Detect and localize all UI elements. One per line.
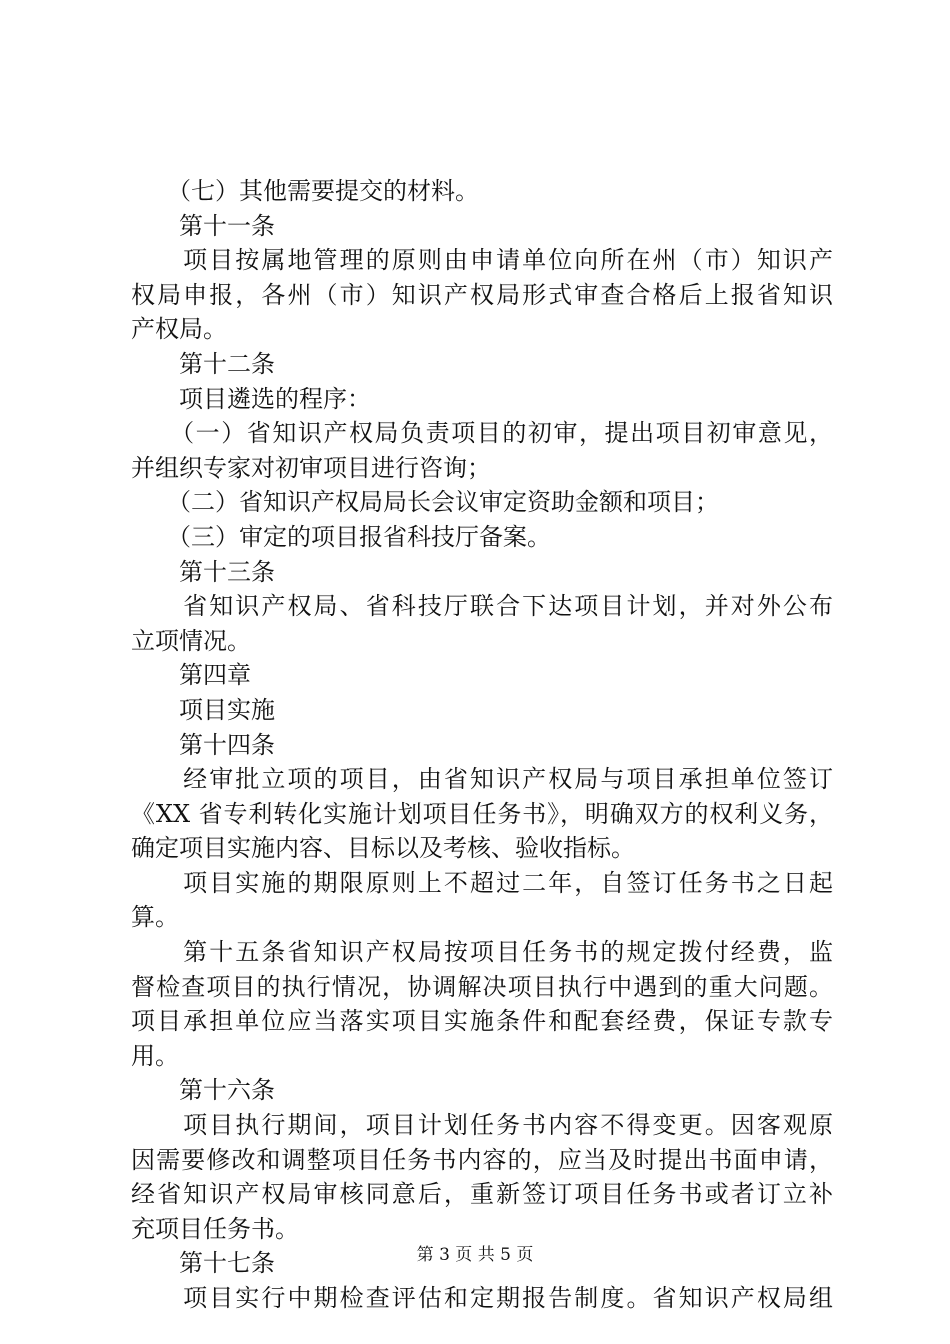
article-heading: 第十一条	[131, 211, 275, 240]
chapter-heading: 第四章	[131, 661, 251, 690]
article-heading: 第十七条	[131, 1249, 275, 1278]
text-line: 算。	[131, 903, 179, 932]
article-heading: 第十四条	[131, 730, 275, 759]
text-line: 经省知识产权局审核同意后，重新签订项目任务书或者订立补	[131, 1180, 833, 1209]
text-line: 项目按属地管理的原则由申请单位向所在州（市）知识产	[131, 246, 833, 275]
page-number-footer: 第 3 页 共 5 页	[416, 1245, 534, 1265]
text-line: 省知识产权局、省科技厅联合下达项目计划，并对外公布	[131, 592, 833, 621]
text-line: （七）其他需要提交的材料。	[131, 177, 479, 205]
text-line: 用。	[131, 1041, 179, 1070]
text-line: 项目实施的期限原则上不超过二年，自签订任务书之日起	[131, 868, 833, 897]
text-line: 产权局。	[131, 315, 227, 344]
text-line: 因需要修改和调整项目任务书内容的，应当及时提出书面申请，	[131, 1145, 833, 1174]
text-line: （三）审定的项目报省科技厅备案。	[131, 522, 551, 551]
text-line: 经审批立项的项目，由省知识产权局与项目承担单位签订	[131, 765, 833, 794]
document-body	[131, 174, 833, 1316]
text-line: （二）省知识产权局局长会议审定资助金额和项目；	[131, 488, 719, 517]
text-line: 《XX 省专利转化实施计划项目任务书》，明确双方的权利义务，	[131, 799, 833, 828]
text-line: 项目承担单位应当落实项目实施条件和配套经费，保证专款专	[131, 1007, 833, 1036]
text-line: （一）省知识产权局负责项目的初审，提出项目初审意见，	[131, 419, 833, 448]
chapter-title: 项目实施	[131, 695, 275, 724]
text-line: 督检查项目的执行情况，协调解决项目执行中遇到的重大问题。	[131, 972, 833, 1001]
article-heading: 第十六条	[131, 1076, 275, 1105]
text-line: 立项情况。	[131, 626, 251, 655]
text-line: 权局申报，各州（市）知识产权局形式审查合格后上报省知识	[131, 280, 833, 309]
text-line: 项目执行期间，项目计划任务书内容不得变更。因客观原	[131, 1111, 833, 1140]
text-line: 确定项目实施内容、目标以及考核、验收指标。	[131, 834, 635, 863]
text-line: 第十五条省知识产权局按项目任务书的规定拨付经费，监	[131, 938, 833, 967]
text-line: 充项目任务书。	[131, 1214, 299, 1243]
article-heading: 第十二条	[131, 349, 275, 378]
text-line: 项目遴选的程序：	[131, 384, 371, 413]
text-line: 项目实行中期检查评估和定期报告制度。省知识产权局组	[131, 1284, 833, 1312]
text-line: 并组织专家对初审项目进行咨询；	[131, 453, 491, 482]
article-heading: 第十三条	[131, 557, 275, 586]
